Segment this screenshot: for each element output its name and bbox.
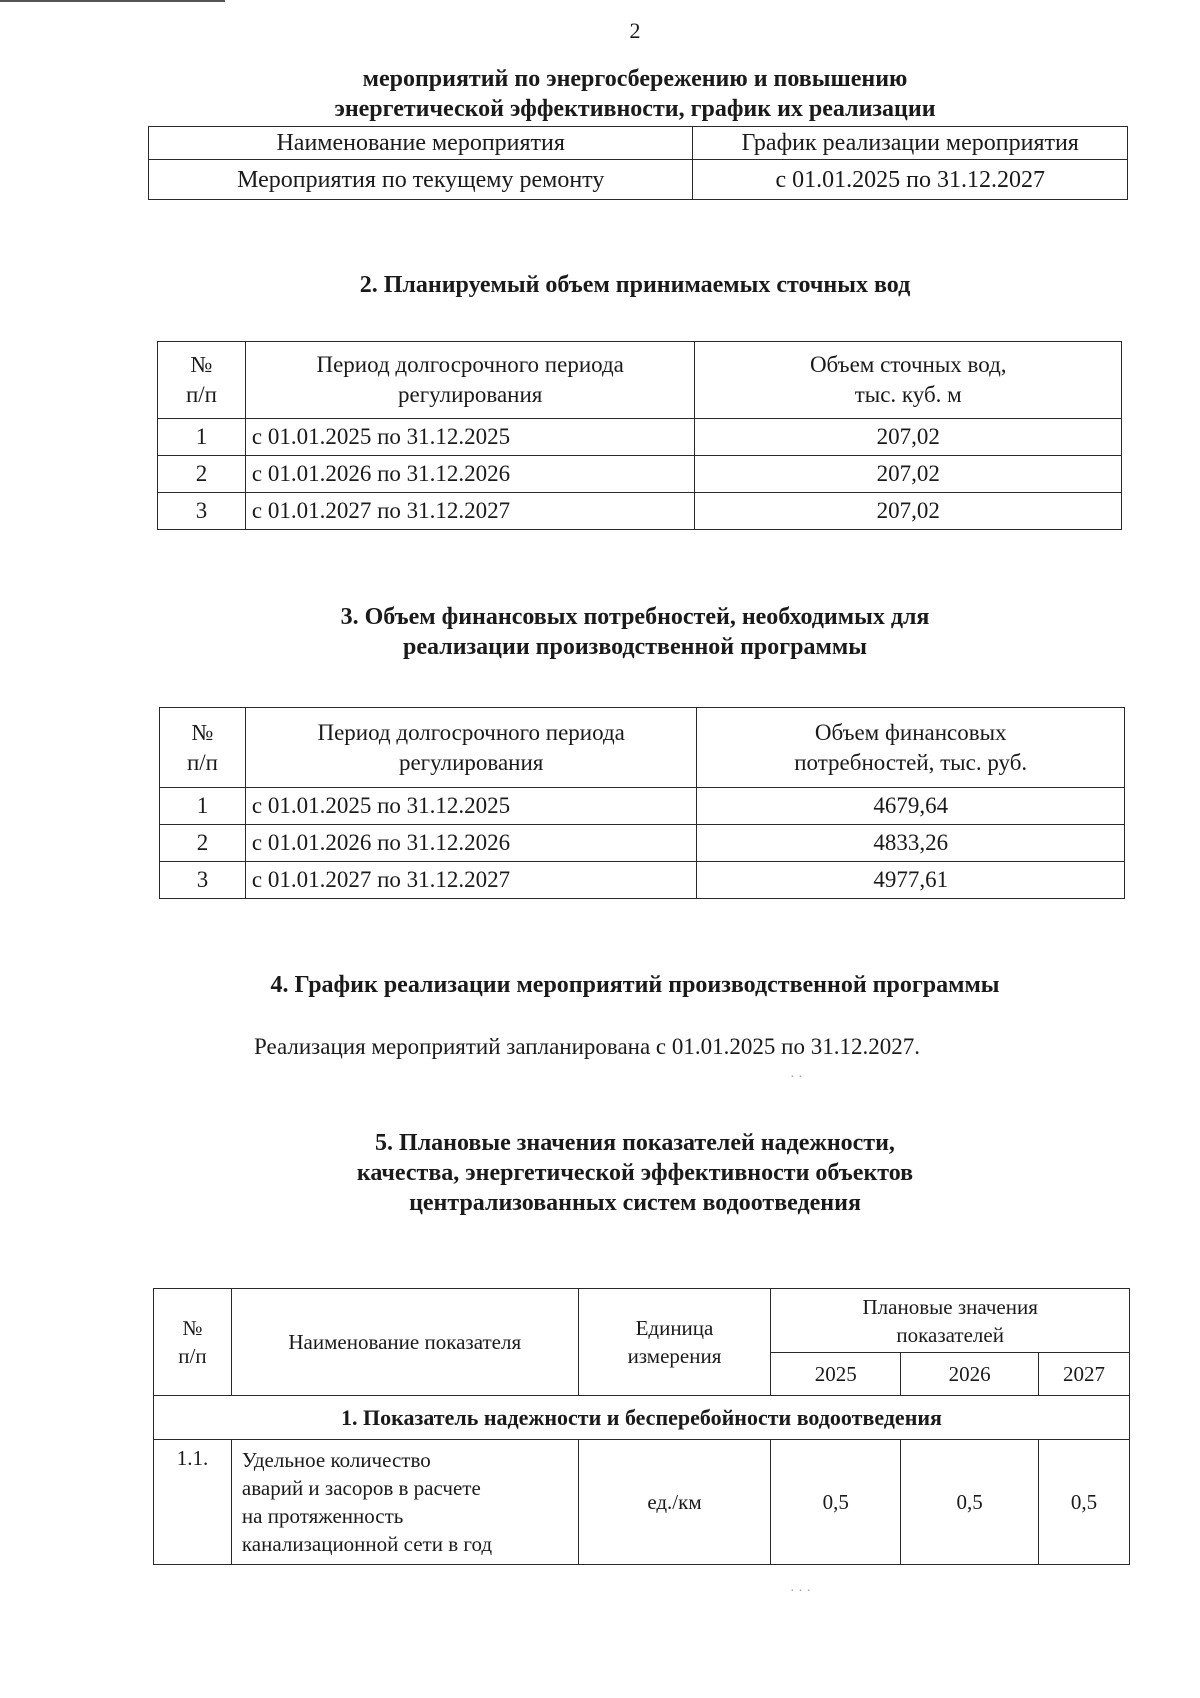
header-line: № <box>182 1316 203 1340</box>
column-header-year: 2027 <box>1039 1353 1130 1396</box>
table-header-row <box>149 127 1128 160</box>
table-row <box>158 456 1122 493</box>
column-header-period <box>245 342 695 419</box>
table-header-row <box>154 1289 1130 1353</box>
table-cell: 4679,64 <box>697 788 1125 825</box>
header-line: Объем сточных вод, <box>809 352 1007 377</box>
column-header: График реализации мероприятия <box>693 127 1128 160</box>
table-cell: ед./км <box>578 1440 771 1565</box>
table-header-row <box>158 342 1122 419</box>
table-cell: с 01.01.2026 по 31.12.2026 <box>245 456 695 493</box>
table-cell: 3 <box>160 862 246 899</box>
header-line: № <box>191 719 214 745</box>
column-header-year: 2025 <box>771 1353 901 1396</box>
table-cell: с 01.01.2027 по 31.12.2027 <box>245 493 695 530</box>
table-cell: с 01.01.2027 по 31.12.2027 <box>245 862 697 899</box>
intro-heading-line: энергетической эффективности, график их реализации <box>334 96 936 122</box>
column-header-period <box>245 708 697 788</box>
indicator-name-line: на протяженность <box>241 1504 404 1528</box>
column-header-number <box>158 342 246 419</box>
header-line: тыс. куб. м <box>854 382 962 407</box>
group-title: 1. Показатель надежности и бесперебойности водоотведения <box>154 1396 1130 1440</box>
wastewater-volume-table <box>157 341 1122 530</box>
indicator-name-line: Удельное количество <box>241 1448 431 1472</box>
section-5-title <box>0 1128 1200 1218</box>
table-cell: с 01.01.2026 по 31.12.2026 <box>245 825 697 862</box>
header-line: Единица <box>635 1316 714 1340</box>
scan-speck: · · · <box>790 1584 811 1599</box>
section-5-title-line: централизованных систем водоотведения <box>409 1190 861 1216</box>
indicator-name-line: аварий и засоров в расчете <box>241 1476 481 1500</box>
header-line: Плановые значения <box>862 1294 1038 1319</box>
scan-edge-mark <box>0 0 225 2</box>
section-3-title-line: реализации производственной программы <box>403 634 867 660</box>
table-row <box>154 1440 1130 1565</box>
table-cell: 207,02 <box>695 493 1122 530</box>
table-cell: 1 <box>160 788 246 825</box>
table-cell: 1 <box>158 419 246 456</box>
table-cell: 3 <box>158 493 246 530</box>
measures-table <box>148 126 1128 200</box>
header-line: Период долгосрочного периода <box>316 352 624 377</box>
table-row <box>160 788 1125 825</box>
header-line: измерения <box>627 1344 722 1368</box>
table-cell: 0,5 <box>1039 1440 1130 1565</box>
header-line: регулирования <box>398 749 544 775</box>
section-3-title-line: 3. Объем финансовых потребностей, необходимых для <box>340 604 930 630</box>
table-row <box>160 862 1125 899</box>
table-cell: 4977,61 <box>697 862 1125 899</box>
indicator-name-line: канализационной сети в год <box>241 1532 493 1556</box>
section-4-title: 4. График реализации мероприятий производственной программы <box>270 972 1000 998</box>
column-header-volume <box>695 342 1122 419</box>
table-group-row <box>154 1396 1130 1440</box>
table-row <box>160 825 1125 862</box>
page-number: 2 <box>629 18 641 43</box>
intro-heading-line: мероприятий по энергосбережению и повышению <box>362 66 908 92</box>
header-line: № <box>190 352 213 377</box>
column-header-indicator: Наименование показателя <box>231 1289 578 1396</box>
table-cell: 4833,26 <box>697 825 1125 862</box>
section-5-title-line: качества, энергетической эффективности объектов <box>356 1160 914 1186</box>
table-cell: 1.1. <box>154 1440 232 1565</box>
table-row <box>158 419 1122 456</box>
header-line: Период долгосрочного периода <box>317 719 625 745</box>
financial-needs-table <box>159 707 1125 899</box>
header-line: п/п <box>185 382 217 407</box>
table-cell: 2 <box>160 825 246 862</box>
table-header-row <box>160 708 1125 788</box>
section-4-text: Реализация мероприятий запланирована с 01.01.2025 по 31.12.2027. <box>254 1034 920 1059</box>
table-cell: 0,5 <box>901 1440 1039 1565</box>
table-row <box>149 160 1128 200</box>
column-header-finance <box>697 708 1125 788</box>
table-cell: 207,02 <box>695 419 1122 456</box>
section-5-title-line: 5. Плановые значения показателей надежности, <box>375 1130 895 1156</box>
column-header-plan <box>771 1289 1130 1353</box>
table-cell: 2 <box>158 456 246 493</box>
table-cell: 0,5 <box>771 1440 901 1565</box>
header-line: потребностей, тыс. руб. <box>794 749 1028 775</box>
table-cell: Мероприятия по текущему ремонту <box>149 160 693 200</box>
header-line: п/п <box>178 1344 207 1368</box>
intro-heading <box>0 64 1200 124</box>
scan-speck: · · <box>790 1070 803 1085</box>
column-header-year: 2026 <box>901 1353 1039 1396</box>
reliability-indicators-table <box>153 1288 1130 1565</box>
table-cell: с 01.01.2025 по 31.12.2025 <box>245 419 695 456</box>
section-3-title <box>0 602 1200 662</box>
section-2-title: 2. Планируемый объем принимаемых сточных вод <box>359 272 911 298</box>
indicator-name-cell <box>231 1440 578 1565</box>
header-line: регулирования <box>397 382 543 407</box>
column-header-number <box>160 708 246 788</box>
table-cell: 207,02 <box>695 456 1122 493</box>
table-cell: с 01.01.2025 по 31.12.2027 <box>693 160 1128 200</box>
column-header: Наименование мероприятия <box>149 127 693 160</box>
header-line: Объем финансовых <box>814 719 1007 745</box>
table-cell: с 01.01.2025 по 31.12.2025 <box>245 788 697 825</box>
table-row <box>158 493 1122 530</box>
header-line: п/п <box>186 749 218 775</box>
header-line: показателей <box>896 1322 1004 1347</box>
column-header-number <box>154 1289 232 1396</box>
column-header-unit <box>578 1289 771 1396</box>
